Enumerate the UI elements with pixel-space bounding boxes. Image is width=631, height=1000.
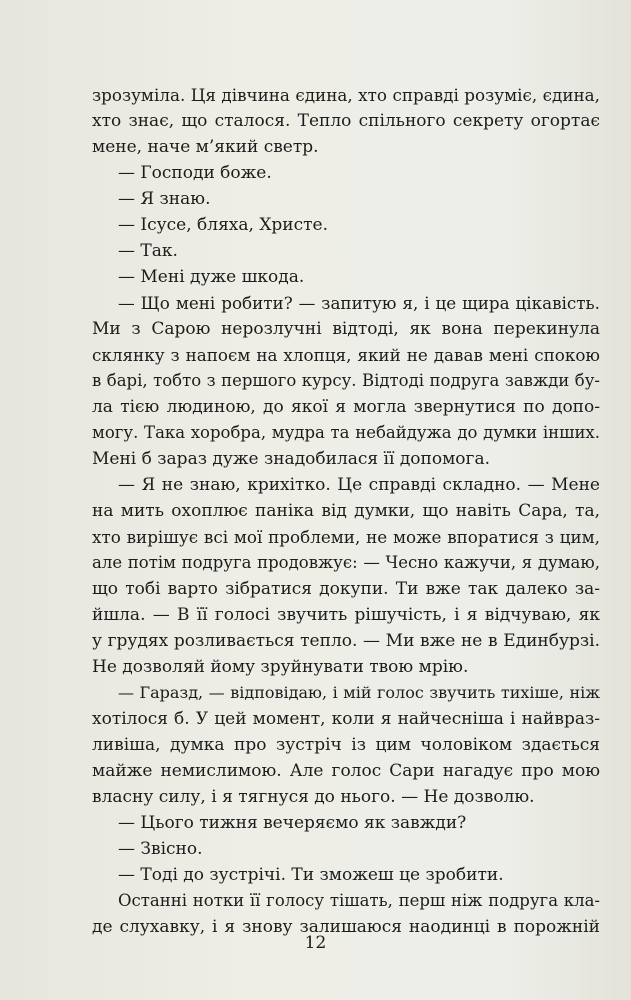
- text-line: — Так.: [118, 241, 178, 261]
- text-line: — Я знаю.: [118, 189, 211, 209]
- page-number: 12: [304, 933, 327, 953]
- text-line: — Звісно.: [118, 839, 203, 859]
- text-line: майже немислимою. Але голос Сари нагадує про мою: [92, 761, 600, 781]
- text-line: — Я не знаю, крихітко. Це справді складно. — Мене: [118, 475, 600, 495]
- text-line: — Ісусе, бляха, Христе.: [118, 215, 329, 235]
- text-line: Мені б зараз дуже знадобилася її допомога.: [92, 449, 490, 469]
- text-line: зрозуміла. Ця дівчина єдина, хто справді розуміє, єдина,: [92, 85, 600, 105]
- text-line: в барі, тобто з першого курсу. Відтоді подруга завжди бу-: [92, 371, 600, 390]
- text-line: — Господи боже.: [118, 163, 272, 183]
- text-line: у грудях розливається тепло. — Ми вже не в Единбурзі.: [92, 631, 600, 651]
- text-line: — Що мені робити? — запитую я, і це щира цікавість.: [118, 293, 600, 313]
- text-line: — Тоді до зустрічі. Ти зможеш це зробити.: [118, 865, 504, 885]
- text-line: ливіша, думка про зустріч із цим чоловіком здається: [92, 735, 600, 755]
- text-line: хотілося б. У цей момент, коли я найчесніша і найвраз-: [92, 709, 600, 729]
- text-line: хто знає, що сталося. Тепло спільного секрету огортає: [92, 111, 600, 131]
- text-line: йшла. — В її голосі звучить рішучість, і я відчуваю, як: [92, 605, 600, 625]
- body-text: [92, 82, 600, 940]
- text-line: — Гаразд, — відповідаю, і мій голос звучить тихіше, ніж: [118, 683, 600, 702]
- text-line: але потім подруга продовжує: — Чесно кажучи, я думаю,: [92, 553, 600, 572]
- text-line: — Мені дуже шкода.: [118, 267, 305, 287]
- text-line: Ми з Сарою нерозлучні відтоді, як вона перекинула: [92, 319, 600, 339]
- text-line: склянку з напоєм на хлопця, який не давав мені спокою: [92, 345, 600, 365]
- text-line: — Цього тижня вечеряємо як завжди?: [118, 813, 467, 833]
- text-line: мене, наче м’який светр.: [92, 137, 319, 157]
- text-line: де слухавку, і я знову залишаюся наодинці в порожній: [92, 917, 600, 937]
- text-line: на мить охоплює паніка від думки, що навіть Сара, та,: [92, 501, 600, 521]
- text-line: ла тією людиною, до якої я могла звернутися по допо-: [92, 397, 600, 417]
- text-line: могу. Така хоробра, мудра та небайдужа до думки інших.: [92, 423, 600, 442]
- text-line: Не дозволяй йому зруйнувати твою мрію.: [92, 657, 469, 677]
- text-line: власну силу, і я тягнуся до нього. — Не дозволю.: [92, 787, 535, 807]
- text-line: хто вирішує всі мої проблеми, не може впоратися з цим,: [92, 527, 600, 547]
- text-line: Останні нотки її голосу тішать, перш ніж подруга кла-: [118, 891, 600, 910]
- text-line: що тобі варто зібратися докупи. Ти вже так далеко за-: [92, 579, 600, 599]
